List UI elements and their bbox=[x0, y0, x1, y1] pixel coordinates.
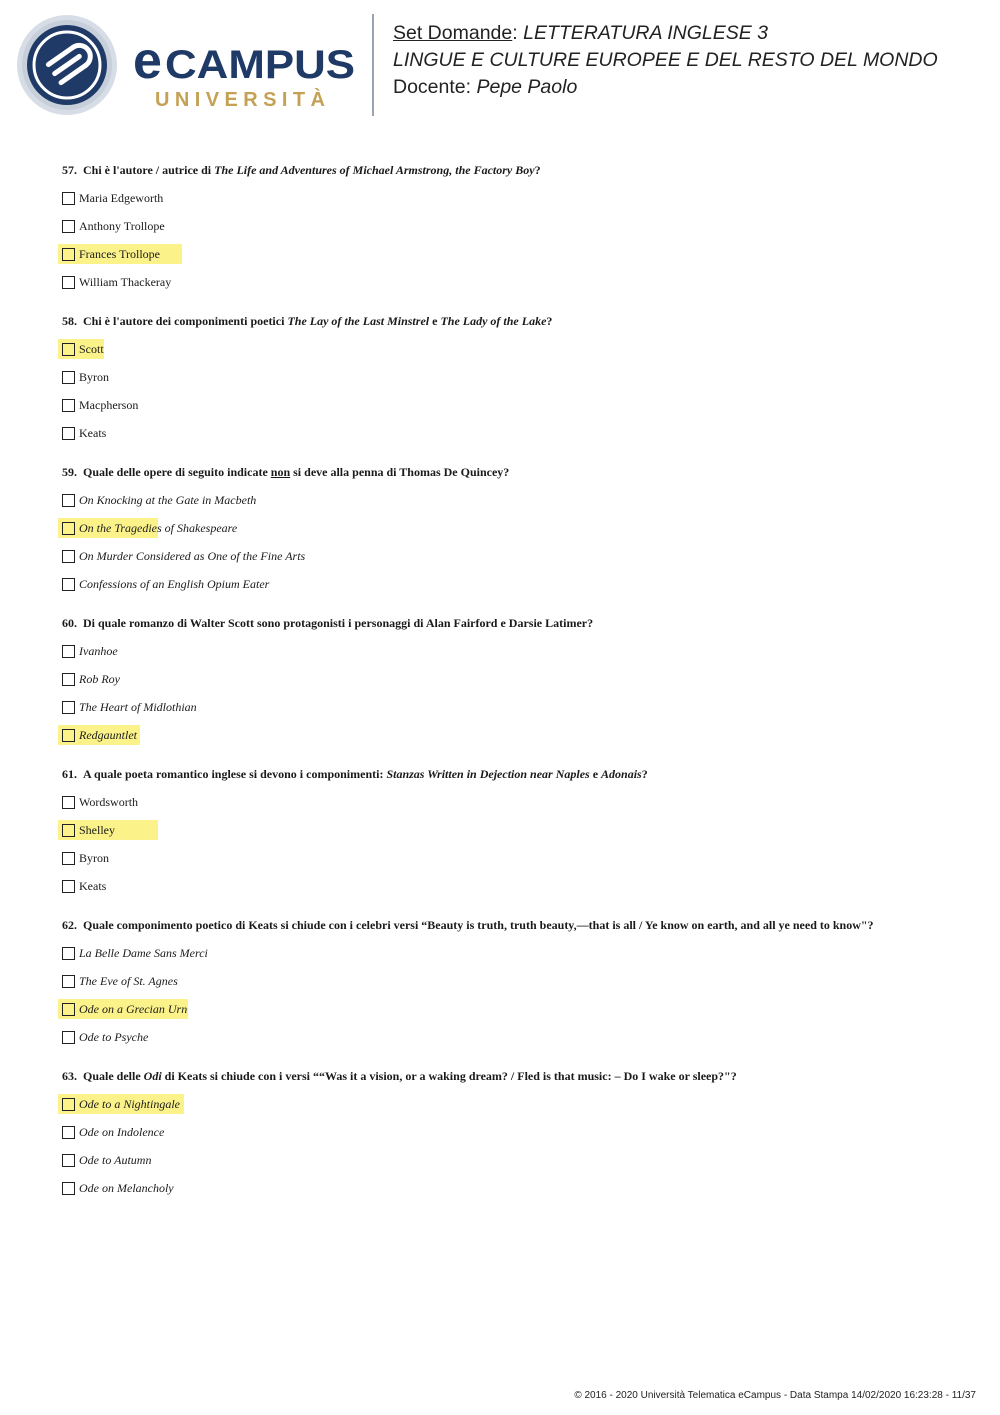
answer-option[interactable] bbox=[62, 1090, 737, 1118]
set-label: Set Domande bbox=[393, 22, 513, 44]
answer-label: Ode to Autumn bbox=[79, 1152, 152, 1167]
question-60 bbox=[62, 613, 593, 749]
answer-option[interactable] bbox=[62, 240, 541, 268]
answer-label: Frances Trollope bbox=[79, 246, 160, 261]
answer-option[interactable] bbox=[62, 542, 509, 570]
answer-label: Byron bbox=[79, 850, 109, 865]
question-text-part: e bbox=[429, 314, 441, 328]
answer-option[interactable] bbox=[62, 1118, 737, 1146]
question-number: 63. bbox=[62, 1069, 77, 1083]
checkbox-icon[interactable] bbox=[62, 645, 75, 658]
question-text-part: Stanzas Written in Dejection near Naples bbox=[386, 767, 590, 781]
answer-option[interactable] bbox=[62, 995, 874, 1023]
answer-option[interactable] bbox=[62, 665, 593, 693]
checkbox-icon[interactable] bbox=[62, 1182, 75, 1195]
checkbox-icon[interactable] bbox=[62, 494, 75, 507]
answer-option[interactable] bbox=[62, 816, 648, 844]
question-text-part: ? bbox=[641, 767, 648, 781]
answer-option[interactable] bbox=[62, 872, 648, 900]
question-title bbox=[62, 613, 593, 633]
brand-campus: CAMPUS bbox=[165, 43, 355, 87]
answer-label: Redgauntlet bbox=[79, 727, 137, 742]
question-text-part: The Lady of the Lake bbox=[440, 314, 547, 328]
question-text-part: di Keats si chiude con i versi ““Was it a vision, or a waking dream? / Fled is that music: – Do I wake or sleep?"? bbox=[161, 1069, 737, 1083]
answer-label: Ode on Indolence bbox=[79, 1124, 165, 1139]
checkbox-icon[interactable] bbox=[62, 220, 75, 233]
question-title bbox=[62, 915, 874, 935]
answer-label: William Thackeray bbox=[79, 274, 172, 289]
question-title bbox=[62, 1066, 737, 1086]
checkbox-icon[interactable] bbox=[62, 371, 75, 384]
question-title bbox=[62, 311, 552, 331]
question-number: 62. bbox=[62, 918, 77, 932]
answer-label: The Heart of Midlothian bbox=[79, 699, 197, 714]
answer-label: Macpherson bbox=[79, 397, 139, 412]
checkbox-icon[interactable] bbox=[62, 248, 75, 261]
question-text-part: Chi è l'autore dei componimenti poetici bbox=[83, 314, 288, 328]
answer-label: Wordsworth bbox=[79, 794, 139, 809]
question-number: 61. bbox=[62, 767, 77, 781]
answer-label: Keats bbox=[79, 425, 107, 440]
answer-option[interactable] bbox=[62, 721, 593, 749]
question-57 bbox=[62, 160, 541, 296]
answer-option[interactable] bbox=[62, 637, 593, 665]
checkbox-icon[interactable] bbox=[62, 427, 75, 440]
program-name: LINGUE E CULTURE EUROPEE E DEL RESTO DEL MONDO bbox=[393, 49, 938, 71]
checkbox-icon[interactable] bbox=[62, 578, 75, 591]
checkbox-icon[interactable] bbox=[62, 550, 75, 563]
answer-label: Ode to a Nightingale bbox=[79, 1096, 180, 1111]
question-text-part: Adonais bbox=[601, 767, 642, 781]
checkbox-icon[interactable] bbox=[62, 343, 75, 356]
answer-option[interactable] bbox=[62, 1174, 737, 1202]
question-number: 60. bbox=[62, 616, 77, 630]
question-63 bbox=[62, 1066, 737, 1202]
checkbox-icon[interactable] bbox=[62, 796, 75, 809]
checkbox-icon[interactable] bbox=[62, 852, 75, 865]
checkbox-icon[interactable] bbox=[62, 1098, 75, 1111]
answer-option[interactable] bbox=[62, 268, 541, 296]
docente-line bbox=[393, 74, 938, 101]
question-number: 59. bbox=[62, 465, 77, 479]
checkbox-icon[interactable] bbox=[62, 1126, 75, 1139]
question-58 bbox=[62, 311, 552, 447]
checkbox-icon[interactable] bbox=[62, 1031, 75, 1044]
answer-label: Maria Edgeworth bbox=[79, 190, 164, 205]
checkbox-icon[interactable] bbox=[62, 729, 75, 742]
answer-label: Shelley bbox=[79, 822, 115, 837]
answer-label: Ode on Melancholy bbox=[79, 1180, 174, 1195]
answer-label: On the Tragedies of Shakespeare bbox=[79, 520, 238, 535]
answer-label: La Belle Dame Sans Merci bbox=[79, 945, 208, 960]
answer-option[interactable] bbox=[62, 335, 552, 363]
answer-option[interactable] bbox=[62, 419, 552, 447]
question-text-part: non bbox=[270, 465, 291, 479]
question-title bbox=[62, 764, 648, 784]
question-text-part: ? bbox=[534, 163, 541, 177]
header-divider bbox=[372, 14, 374, 116]
question-text-part: Quale delle opere di seguito indicate bbox=[83, 465, 271, 479]
question-text-part: Di quale romanzo di Walter Scott sono protagonisti i personaggi di Alan Fairford e Darsie Latimer? bbox=[83, 616, 594, 630]
answer-label: Confessions of an English Opium Eater bbox=[79, 576, 270, 591]
docente-name: Pepe Paolo bbox=[476, 76, 578, 98]
question-number: 57. bbox=[62, 163, 77, 177]
checkbox-icon[interactable] bbox=[62, 522, 75, 535]
answer-label: Anthony Trollope bbox=[79, 218, 165, 233]
answer-label: Ode on a Grecian Urn bbox=[79, 1001, 188, 1016]
checkbox-icon[interactable] bbox=[62, 192, 75, 205]
question-text-part: A quale poeta romantico inglese si devono i componimenti: bbox=[83, 767, 387, 781]
question-59 bbox=[62, 462, 509, 598]
answer-label: Keats bbox=[79, 878, 107, 893]
question-text-part: Chi è l'autore / autrice di bbox=[83, 163, 215, 177]
answer-option[interactable] bbox=[62, 570, 509, 598]
question-text-part: Odi bbox=[143, 1069, 162, 1083]
question-text-part: The Life and Adventures of Michael Armstrong, the Factory Boy bbox=[214, 163, 535, 177]
answer-option[interactable] bbox=[62, 1146, 737, 1174]
question-text-part: e bbox=[589, 767, 602, 781]
checkbox-icon[interactable] bbox=[62, 276, 75, 289]
answer-option[interactable] bbox=[62, 967, 874, 995]
answer-label: On Murder Considered as One of the Fine Arts bbox=[79, 548, 306, 563]
answer-option[interactable] bbox=[62, 391, 552, 419]
answer-option[interactable] bbox=[62, 184, 541, 212]
checkbox-icon[interactable] bbox=[62, 1154, 75, 1167]
answer-option[interactable] bbox=[62, 486, 509, 514]
checkbox-icon[interactable] bbox=[62, 947, 75, 960]
set-separator: : bbox=[512, 22, 524, 44]
answer-label: The Eve of St. Agnes bbox=[79, 973, 178, 988]
question-62 bbox=[62, 915, 874, 1051]
ecampus-emblem-icon bbox=[16, 14, 118, 116]
answer-option[interactable] bbox=[62, 693, 593, 721]
page-footer: © 2016 - 2020 Università Telematica eCampus - Data Stampa 14/02/2020 16:23:28 - 11/37 bbox=[574, 1390, 976, 1401]
question-text-part: Quale componimento poetico di Keats si chiude con i celebri versi “Beauty is truth, truth beauty,—that is all / Ye know on earth, and all ye need to know"? bbox=[83, 918, 874, 932]
page-header bbox=[0, 0, 1000, 130]
checkbox-icon[interactable] bbox=[62, 880, 75, 893]
brand-e: e bbox=[133, 40, 162, 90]
brand-universita: UNIVERSITÀ bbox=[155, 89, 325, 111]
answer-option[interactable] bbox=[62, 212, 541, 240]
course-title: LETTERATURA INGLESE 3 bbox=[523, 22, 768, 44]
answer-option[interactable] bbox=[62, 363, 552, 391]
docente-label: Docente: bbox=[393, 76, 477, 98]
answer-label: Byron bbox=[79, 369, 109, 384]
answer-option[interactable] bbox=[62, 514, 509, 542]
question-61 bbox=[62, 764, 648, 900]
checkbox-icon[interactable] bbox=[62, 673, 75, 686]
question-text-part: Quale delle bbox=[83, 1069, 144, 1083]
answer-label: On Knocking at the Gate in Macbeth bbox=[79, 492, 257, 507]
question-text-part: si deve alla penna di Thomas De Quincey? bbox=[290, 465, 510, 479]
question-title bbox=[62, 462, 509, 482]
question-text-part: ? bbox=[546, 314, 553, 328]
checkbox-icon[interactable] bbox=[62, 399, 75, 412]
answer-label: Ode to Psyche bbox=[79, 1029, 149, 1044]
answer-label: Ivanhoe bbox=[79, 643, 118, 658]
answer-label: Scott bbox=[79, 341, 104, 356]
question-title bbox=[62, 160, 541, 180]
answer-label: Rob Roy bbox=[79, 671, 120, 686]
ecampus-wordmark bbox=[133, 40, 358, 112]
question-number: 58. bbox=[62, 314, 77, 328]
checkbox-icon[interactable] bbox=[62, 701, 75, 714]
checkbox-icon[interactable] bbox=[62, 824, 75, 837]
answer-option[interactable] bbox=[62, 939, 874, 967]
answer-option[interactable] bbox=[62, 844, 648, 872]
header-info bbox=[393, 20, 938, 101]
checkbox-icon[interactable] bbox=[62, 1003, 75, 1016]
question-text-part: The Lay of the Last Minstrel bbox=[287, 314, 430, 328]
checkbox-icon[interactable] bbox=[62, 975, 75, 988]
set-line bbox=[393, 20, 938, 47]
answer-option[interactable] bbox=[62, 1023, 874, 1051]
answer-option[interactable] bbox=[62, 788, 648, 816]
